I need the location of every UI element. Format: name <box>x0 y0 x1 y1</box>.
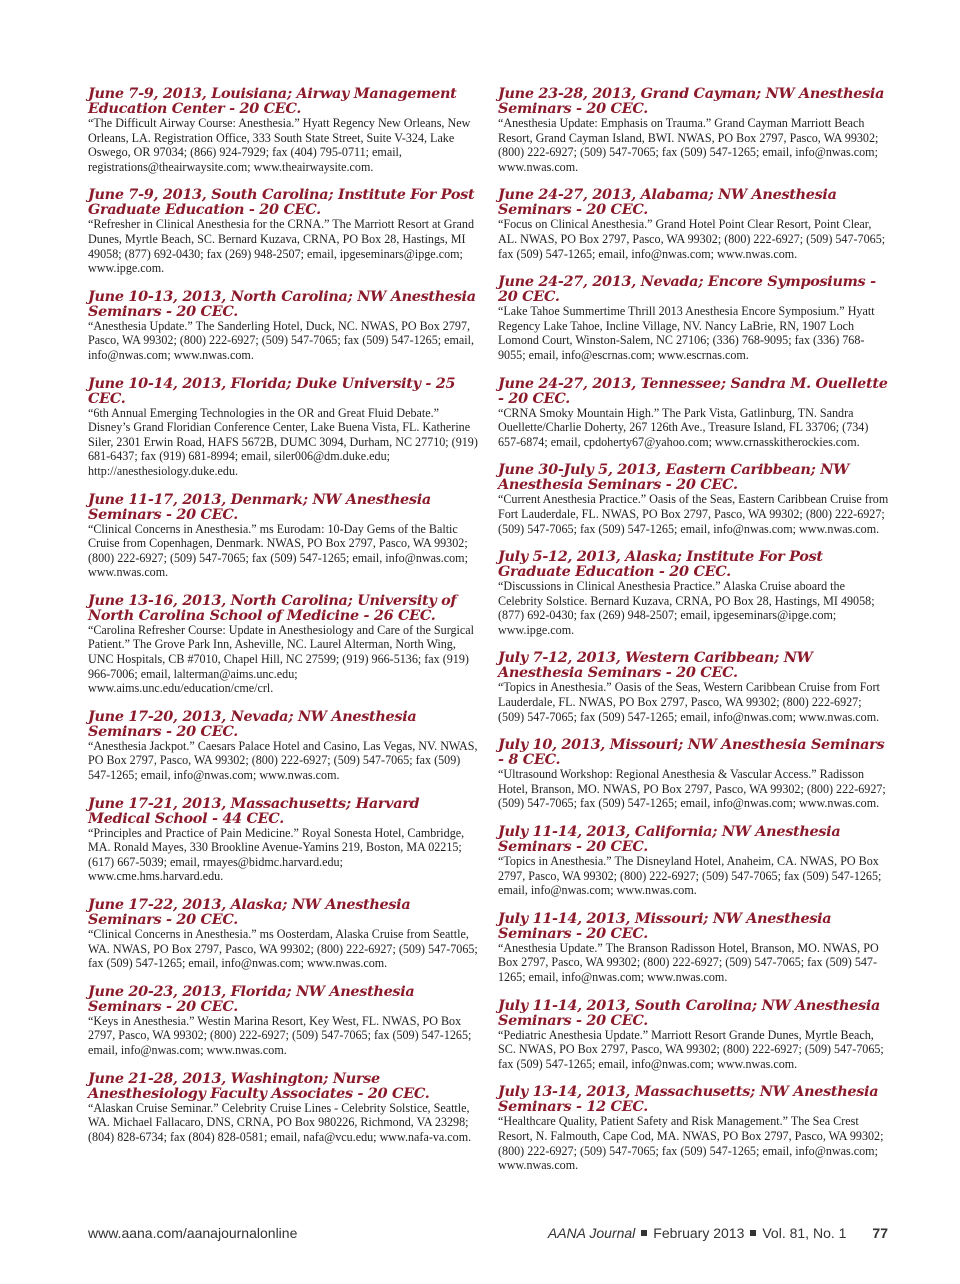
footer-url: www.aana.com/aanajournalonline <box>88 1225 298 1241</box>
listing-entry <box>88 709 480 783</box>
entry-heading: June 10-14, 2013, Florida; Duke University - 25 CEC. <box>88 374 456 407</box>
listing-entry <box>498 549 890 637</box>
right-column <box>498 86 890 1186</box>
entry-description: “Refresher in Clinical Anesthesia for the CRNA.” The Marriott Resort at Grand Dunes, Myrtle Beach, SC. Bernard Kuzava, CRNA, PO Box 28, Hastings, MI 49058; (877) 692-0430; fax (269) 948-2507; email, ipgeseminars@ipge.com; www.ipge.com. <box>88 217 475 276</box>
listing-entry <box>498 376 890 450</box>
entry-heading: July 10, 2013, Missouri; NW Anesthesia Seminars - 8 CEC. <box>498 736 885 769</box>
entry-heading: June 11-17, 2013, Denmark; NW Anesthesia Seminars - 20 CEC. <box>88 490 431 523</box>
entry-heading: June 24-27, 2013, Nevada; Encore Symposiums - 20 CEC. <box>498 273 876 306</box>
entry-description: “The Difficult Airway Course: Anesthesia.” Hyatt Regency New Orleans, New Orleans, LA. Registration Office, 333 South State Street, Suite V-324, Lake Oswego, OR 97034; (866) 924-7929; fax (404) 795-0711; email, registrations@theairwaysite.com; www.theairwaysite.com. <box>88 116 471 174</box>
listing-entry <box>498 911 890 985</box>
entry-description: “Current Anesthesia Practice.” Oasis of the Seas, Eastern Caribbean Cruise from Fort Lauderdale, FL. NWAS, PO Box 2797, Pasco, WA 99302; (800) 222-6927; (509) 547-7065; fax (509) 547-1265; email, info@nwas.com; www.nwas.com. <box>498 492 889 536</box>
volume-issue: Vol. 81, No. 1 <box>762 1225 847 1241</box>
listing-entry <box>498 462 890 536</box>
entry-description: “Clinical Concerns in Anesthesia.” ms Oosterdam, Alaska Cruise from Seattle, WA. NWAS, PO Box 2797, Pasco, WA 99302; (800) 222-6927; (509) 547-7065; fax (509) 547-1265; email, info@nwas.com; www.nwas.com. <box>88 927 478 971</box>
listing-entry <box>498 650 890 724</box>
footer-citation <box>548 1225 888 1241</box>
listing-entry <box>88 376 480 479</box>
entry-heading: July 11-14, 2013, Missouri; NW Anesthesia Seminars - 20 CEC. <box>498 909 832 942</box>
listing-entry <box>498 824 890 898</box>
listing-entry <box>498 187 890 261</box>
entry-description: “Anesthesia Update: Emphasis on Trauma.” Grand Cayman Marriott Beach Resort, Grand Cayman Island, BWI. NWAS, PO Box 2797, Pasco, WA 99302; (800) 222-6927; (509) 547-7065; fax (509) 547-1265; email, info@nwas.com; www.nwas.com. <box>498 116 879 174</box>
entry-description: “Anesthesia Update.” The Branson Radisson Hotel, Branson, MO. NWAS, PO Box 2797, Pasco, WA 99302; (800) 222-6927; (509) 547-7065; fax (509) 547-1265; email, info@nwas.com; www.nwas.com. <box>498 940 879 984</box>
entry-description: “CRNA Smoky Mountain High.” The Park Vista, Gatlinburg, TN. Sandra Ouellette/Charlie Doherty, 267 126th Ave., Treasure Island, FL 33706; (734) 657-6874; email, cpdoherty67@yahoo.com; www.crnasskitherockies.com. <box>498 405 869 449</box>
listing-entry <box>498 1084 890 1172</box>
entry-heading: June 10-13, 2013, North Carolina; NW Anesthesia Seminars - 20 CEC. <box>88 287 476 320</box>
journal-name: AANA Journal <box>547 1225 636 1241</box>
listing-entry <box>88 796 480 884</box>
bullet-icon <box>641 1230 647 1236</box>
listing-entry <box>498 998 890 1072</box>
entry-heading: June 7-9, 2013, Louisiana; Airway Management Education Center - 20 CEC. <box>88 85 457 117</box>
entry-description: “Anesthesia Update.” The Sanderling Hotel, Duck, NC. NWAS, PO Box 2797, Pasco, WA 99302; (800) 222-6927; (509) 547-7065; fax (509) 547-1265; email, info@nwas.com; www.nwas.com. <box>88 318 475 362</box>
listing-entry <box>88 593 480 696</box>
listing-entry <box>88 984 480 1058</box>
entry-heading: June 17-22, 2013, Alaska; NW Anesthesia Seminars - 20 CEC. <box>88 896 411 928</box>
entry-heading: June 13-16, 2013, North Carolina; University of North Carolina School of Medicine - 26 CEC. <box>88 591 457 624</box>
entry-description: “Topics in Anesthesia.” The Disneyland Hotel, Anaheim, CA. NWAS, PO Box 2797, Pasco, WA 99302; (800) 222-6927; (509) 547-7065; fax (509) 547-1265; email, info@nwas.com; www.nwas.com. <box>498 854 882 898</box>
entry-description: “Discussions in Clinical Anesthesia Practice.” Alaska Cruise aboard the Celebrity Solstice. Bernard Kuzava, CRNA, PO Box 28, Hastings, MI 49058; (877) 692-0430; fax (269) 948-2507; email, ipgeseminars@ipge.com; www.ipge.com. <box>498 579 875 637</box>
entry-heading: June 17-21, 2013, Massachusetts; Harvard Medical School - 44 CEC. <box>88 794 420 827</box>
listing-entry <box>88 187 480 275</box>
entry-heading: June 7-9, 2013, South Carolina; Institute For Post Graduate Education - 20 CEC. <box>88 186 475 219</box>
page-number: 77 <box>872 1225 888 1241</box>
entry-heading: July 11-14, 2013, California; NW Anesthesia Seminars - 20 CEC. <box>498 823 841 856</box>
listing-entry <box>498 86 890 174</box>
entry-heading: June 20-23, 2013, Florida; NW Anesthesia Seminars - 20 CEC. <box>88 982 415 1015</box>
entry-heading: June 30-July 5, 2013, Eastern Caribbean; NW Anesthesia Seminars - 20 CEC. <box>498 461 849 494</box>
entry-description: “Topics in Anesthesia.” Oasis of the Seas, Western Caribbean Cruise from Fort Lauderdale, FL. NWAS, PO Box 2797, Pasco, WA 99302; (800) 222-6927; (509) 547-7065; fax (509) 547-1265; email, info@nwas.com; www.nwas.com. <box>498 680 880 724</box>
page-footer <box>88 1225 888 1241</box>
entry-description: “Lake Tahoe Summertime Thrill 2013 Anesthesia Encore Symposium.” Hyatt Regency Lake Tahoe, Incline Village, NV. Nancy LaBrie, RN, 1907 Loch Lomond Court, Winston-Salem, NC 27106; (336) 768-9095; fax (336) 768-9055; email, info@escrnas.com; www.escrnas.com. <box>498 304 875 362</box>
entry-description: “Pediatric Anesthesia Update.” Marriott Resort Grande Dunes, Myrtle Beach, SC. NWAS, PO Box 2797, Pasco, WA 99302; (800) 222-6927; (509) 547-7065; fax (509) 547-1265; email, info@nwas.com; www.nwas.com. <box>498 1027 884 1071</box>
bullet-icon <box>750 1230 756 1236</box>
entry-description: “Healthcare Quality, Patient Safety and Risk Management.” The Sea Crest Resort, N. Falmouth, Cape Cod, MA. NWAS, PO Box 2797, Pasco, WA 99302; (800) 222-6927; (509) 547-7065; fax (509) 547-1265; email, info@nwas.com; www.nwas.com. <box>498 1114 884 1173</box>
entry-description: “Anesthesia Jackpot.” Caesars Palace Hotel and Casino, Las Vegas, NV. NWAS, PO Box 2797, Pasco, WA 99302; (800) 222-6927; (509) 547-7065; fax (509) 547-1265; email, info@nwas.com; www.nwas.com. <box>88 738 478 783</box>
listing-entry <box>498 274 890 362</box>
listing-entry <box>88 289 480 363</box>
issue-date: February 2013 <box>653 1225 745 1241</box>
listing-entry <box>88 1071 480 1145</box>
entry-description: “Carolina Refresher Course: Update in Anesthesiology and Care of the Surgical Patient.” The Grove Park Inn, Asheville, NC. Laurel Alterman, North Wing, UNC Hospitals, CB #7010, Chapel Hill, NC 27599; (919) 966-5136; fax (919) 966-7006; email, lalterman@aims.unc.edu; www.aims.unc.edu/education/cme/crl. <box>88 622 475 696</box>
entry-description: “6th Annual Emerging Technologies in the OR and Great Fluid Debate.” Disney’s Grand Floridian Conference Center, Lake Buena Vista, FL. Katherine Siler, 2301 Erwin Road, HAFS 5672B, DUMC 3094, Durham, NC 27710; (919) 681-6437; fax (919) 681-8994; email, siler006@dm.duke.edu; http://anesthesiology.duke.edu. <box>88 405 478 478</box>
entry-heading: July 13-14, 2013, Massachusetts; NW Anesthesia Seminars - 12 CEC. <box>498 1083 879 1116</box>
listing-entry <box>88 86 480 174</box>
entry-description: “Principles and Practice of Pain Medicine.” Royal Sonesta Hotel, Cambridge, MA. Ronald Mayes, 330 Brookline Avenue-Yamins 219, Boston, MA 02215; (617) 667-5039; email, rmayes@bidmc.harvard.edu; www.cme.hms.harvard.edu. <box>88 825 465 884</box>
entry-heading: July 11-14, 2013, South Carolina; NW Anesthesia Seminars - 20 CEC. <box>498 996 881 1029</box>
entry-description: “Ultrasound Workshop: Regional Anesthesia & Vascular Access.” Radisson Hotel, Branson, MO. NWAS, PO Box 2797, Pasco, WA 99302; (800) 222-6927; (509) 547-7065; fax (509) 547-1265; email, info@nwas.com; www.nwas.com. <box>498 767 886 811</box>
listing-entry <box>498 737 890 811</box>
entry-description: “Clinical Concerns in Anesthesia.” ms Eurodam: 10-Day Gems of the Baltic Cruise from Copenhagen, Denmark. NWAS, PO Box 2797, Pasco, WA 99302; (800) 222-6927; (509) 547-7065; fax (509) 547-1265; email, info@nwas.com; www.nwas.com. <box>88 521 468 580</box>
entry-heading: June 23-28, 2013, Grand Cayman; NW Anesthesia Seminars - 20 CEC. <box>498 85 885 117</box>
listing-entry <box>88 492 480 580</box>
entry-description: “Alaskan Cruise Seminar.” Celebrity Cruise Lines - Celebrity Solstice, Seattle, WA. Michael Fallacaro, DNS, CRNA, PO Box 980226, Richmond, VA 23298; (804) 828-6734; fax (804) 828-0581; email, nafa@vcu.edu; www.nafa-va.com. <box>88 1100 472 1144</box>
listing-entry <box>88 897 480 971</box>
entry-heading: June 24-27, 2013, Alabama; NW Anesthesia Seminars - 20 CEC. <box>498 186 837 219</box>
left-column <box>88 86 480 1157</box>
entry-heading: July 7-12, 2013, Western Caribbean; NW Anesthesia Seminars - 20 CEC. <box>498 649 813 682</box>
entry-heading: June 17-20, 2013, Nevada; NW Anesthesia Seminars - 20 CEC. <box>88 707 417 740</box>
entry-heading: June 24-27, 2013, Tennessee; Sandra M. Ouellette - 20 CEC. <box>498 374 888 407</box>
entry-description: “Focus on Clinical Anesthesia.” Grand Hotel Point Clear Resort, Point Clear, AL. NWAS, PO Box 2797, Pasco, WA 99302; (800) 222-6927; (509) 547-7065; fax (509) 547-1265; email, info@nwas.com; www.nwas.com. <box>498 217 886 261</box>
entry-heading: June 21-28, 2013, Washington; Nurse Anesthesiology Faculty Associates - 20 CEC. <box>88 1069 430 1102</box>
entry-heading: July 5-12, 2013, Alaska; Institute For Post Graduate Education - 20 CEC. <box>498 548 823 581</box>
entry-description: “Keys in Anesthesia.” Westin Marina Resort, Key West, FL. NWAS, PO Box 2797, Pasco, WA 99302; (800) 222-6927; (509) 547-7065; fax (509) 547-1265; email, info@nwas.com; www.nwas.com. <box>88 1013 472 1057</box>
